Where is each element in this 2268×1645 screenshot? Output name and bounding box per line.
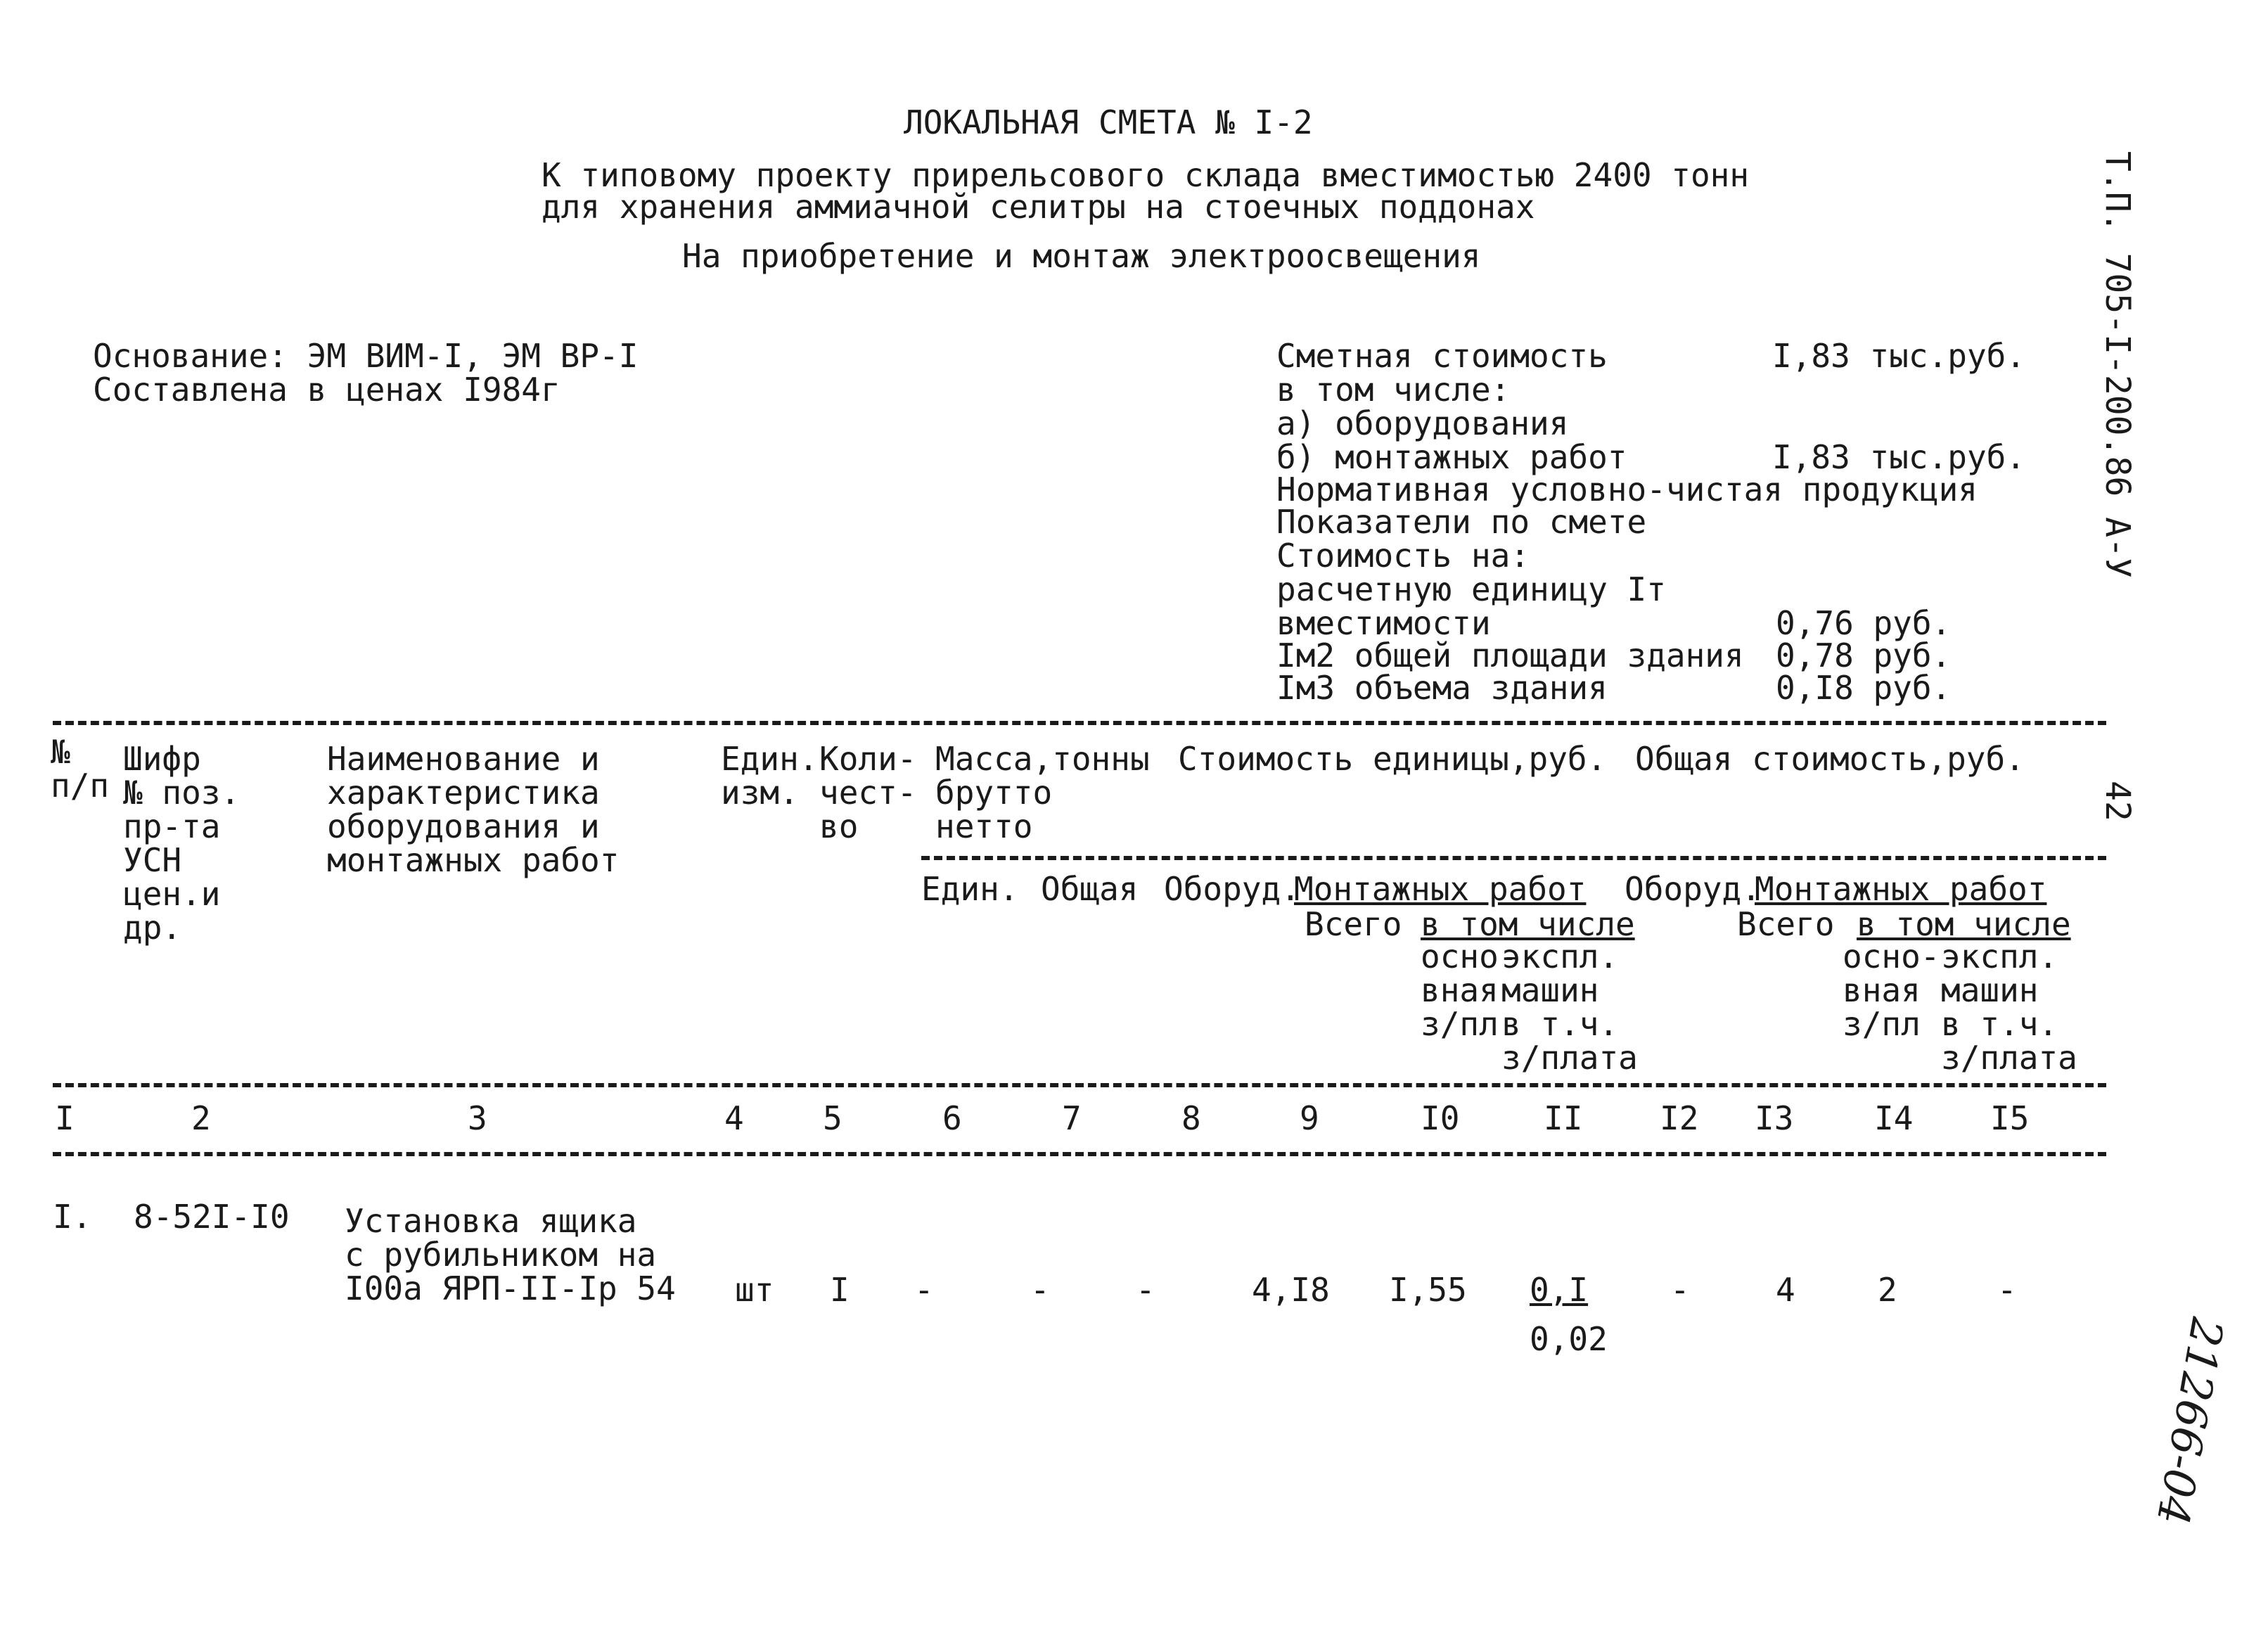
basis-line: Основание: ЭМ ВИМ-I, ЭМ ВР-I [93,337,639,375]
column-number: 3 [468,1099,487,1137]
row-equipment-total: - [1670,1271,1690,1309]
summary-equip: а) оборудования [1276,404,1569,442]
column-number: 2 [191,1099,211,1137]
row-equipment: - [1136,1271,1155,1309]
header-mass: Масса,тонны брутто нетто [935,740,1150,845]
header-unit: Един. изм. [721,740,819,812]
rule-column-numbers-bottom [53,1152,2106,1156]
header-unit-cost: Стоимость единицы,руб. [1178,740,1607,778]
rule-column-numbers-top [53,1083,2106,1087]
header-number: № п/п [51,733,110,805]
column-number: I5 [1990,1099,2030,1137]
summary-volume: Iм3 объема здания [1276,669,1608,707]
summary-area-value: 0,78 руб. [1776,636,1952,674]
summary-install: б) монтажных работ [1276,438,1627,476]
row-installation-total: 4,I8 [1252,1271,1330,1309]
document-title: ЛОКАЛЬНАЯ СМЕТА № I-2 [904,103,1313,141]
row-base-wage-total: 2 [1878,1271,1897,1309]
row-machines: 0,I [1530,1271,1589,1309]
row-mass-total: - [1030,1271,1050,1309]
page-number: 42 [2098,781,2137,821]
document-subtitle-line1: К типовому проекту прирельсового склада вместимостью 2400 тонн [542,156,1750,194]
header-name: Наименование и характеристика оборудования и монтажных работ [327,740,620,879]
header-unit-machines: экспл. машин в т.ч. з/плата [1501,937,1638,1077]
header-total-machines: экспл. машин в т.ч. з/плата [1941,937,2077,1077]
column-number: I3 [1755,1099,1794,1137]
summary-capacity-value: 0,76 руб. [1776,604,1952,642]
header-unit-equipment: Оборуд. [1164,870,1300,908]
header-code: Шифр № поз. пр-та УСН цен.и др. [123,740,241,947]
summary-indicators: Показатели по смете [1276,503,1647,541]
header-unit-incl: в том числе [1421,905,1635,943]
column-number: 7 [1062,1099,1082,1137]
summary-volume-value: 0,I8 руб. [1776,669,1952,707]
document-code-vertical: Т.П. 705-I-200.86 А-У [2098,151,2137,578]
header-total-base-wage: осно- вная з/пл [1843,937,1940,1043]
header-total-equipment: Оборуд. [1625,870,1761,908]
summary-unit: расчетную единицу Iт [1276,570,1666,608]
summary-cost-label: Сметная стоимость [1276,337,1608,375]
summary-install-value: I,83 тыс.руб. [1772,438,2026,476]
column-number: I0 [1421,1099,1460,1137]
row-machines-wage: 0,02 [1530,1320,1608,1358]
column-number: II [1544,1099,1583,1137]
document-purpose: На приобретение и монтаж электроосвещения [682,237,1481,275]
row-installation-total-cost: 4 [1776,1271,1795,1309]
summary-cost-on: Стоимость на: [1276,537,1530,575]
row-name: Установка ящика с рубильником на I00а ЯРП-II-Iр 54 [345,1202,676,1307]
row-code: 8-52I-I0 [134,1198,290,1236]
header-mass-total: Общая [1041,870,1139,908]
rule-subheader [921,856,2106,860]
row-number: I. [53,1198,92,1236]
rule-top [53,721,2106,725]
summary-cost-value: I,83 тыс.руб. [1772,337,2026,375]
row-mass-unit: - [914,1271,934,1309]
column-number: I2 [1660,1099,1699,1137]
summary-normative: Нормативная условно-чистая продукция [1276,471,1978,508]
header-unit-base-wage: осно- вная з/пл [1421,937,1518,1043]
header-unit-all: Всего [1305,905,1402,943]
summary-capacity: вместимости [1276,604,1491,642]
column-number: 9 [1300,1099,1319,1137]
header-total-installation: Монтажных работ [1755,870,2047,908]
prices-line: Составлена в ценах I984г [93,371,560,409]
header-mass-unit: Един. [921,870,1019,908]
summary-area: Iм2 общей площади здания [1276,636,1744,674]
header-unit-installation: Монтажных работ [1294,870,1587,908]
column-number: 5 [823,1099,843,1137]
summary-incl: в том числе: [1276,371,1511,409]
column-number: 6 [942,1099,962,1137]
header-total-cost: Общая стоимость,руб. [1635,740,2025,778]
header-total-incl: в том числе [1857,905,2071,943]
column-number: 4 [724,1099,744,1137]
header-quantity: Коли- чест- во [819,740,917,845]
column-number: I [55,1099,75,1137]
column-number: 8 [1181,1099,1201,1137]
row-machines-total: - [1997,1271,2017,1309]
handwritten-archive-number: 21266-04 [2146,1314,2234,1529]
document-subtitle-line2: для хранения аммиачной селитры на стоечных поддонах [542,188,1535,226]
row-quantity: I [830,1271,850,1309]
row-unit: шт [735,1271,774,1309]
column-number: I4 [1874,1099,1914,1137]
header-total-all: Всего [1737,905,1835,943]
row-base-wage: I,55 [1389,1271,1467,1309]
